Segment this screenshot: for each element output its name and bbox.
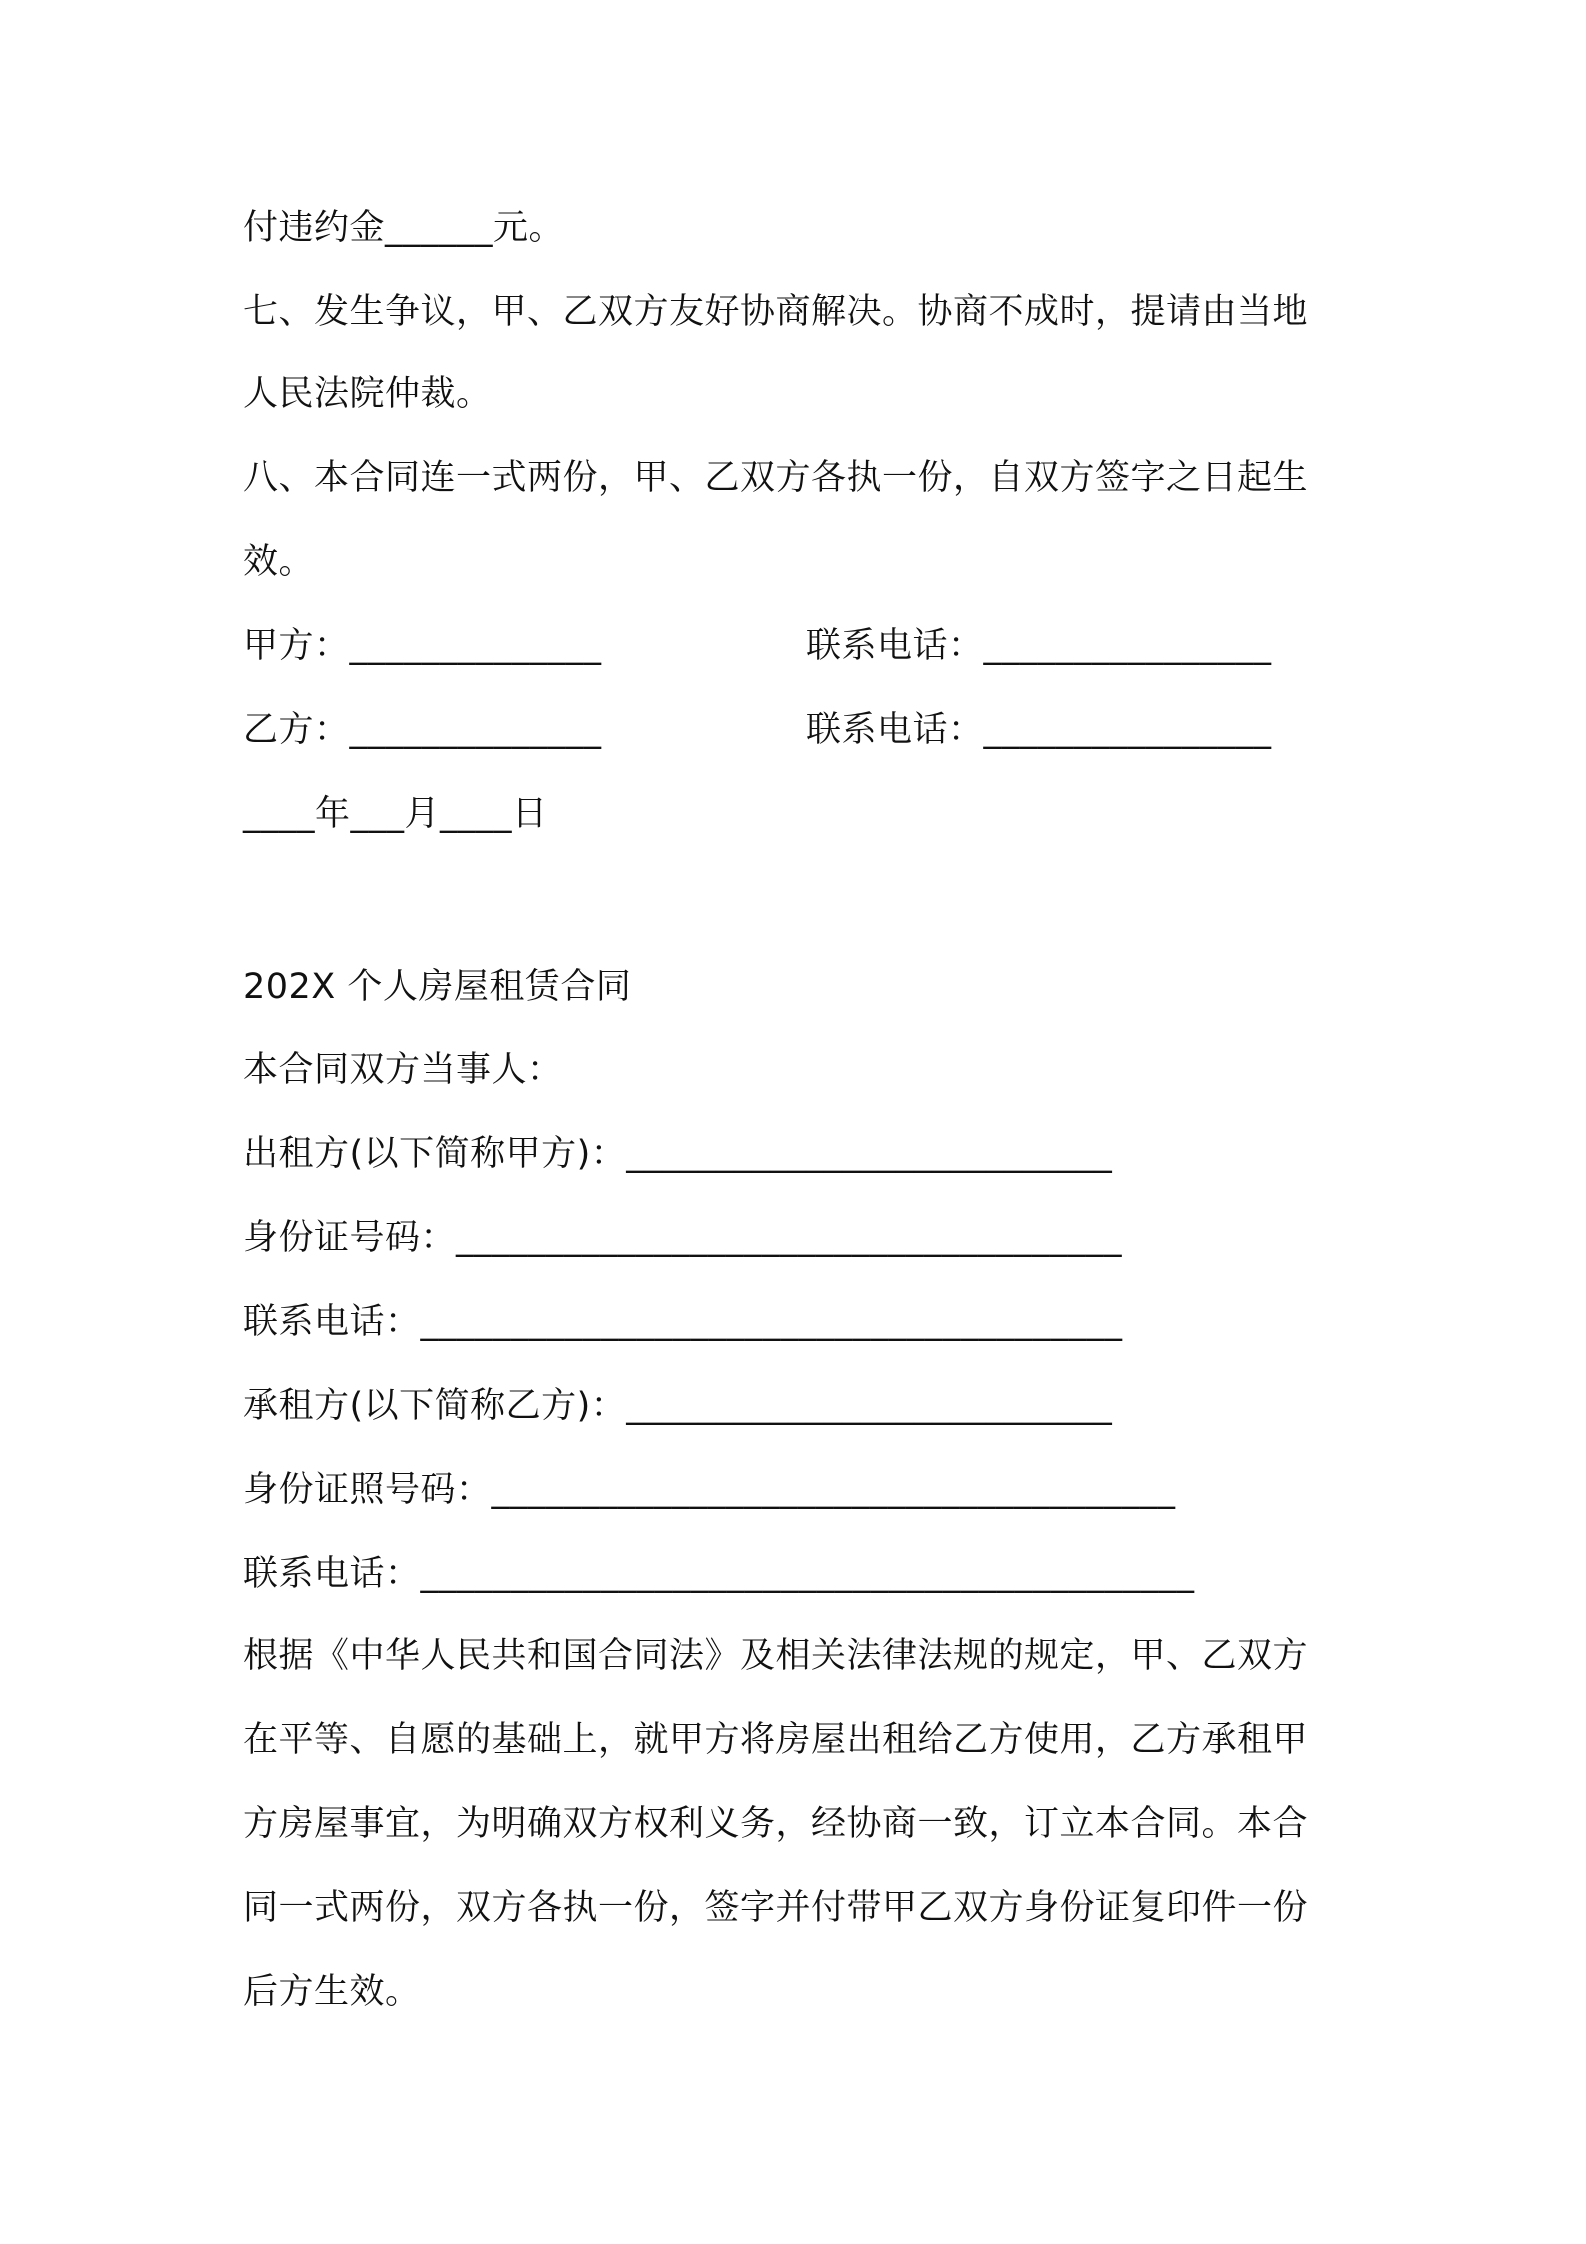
penalty-line: 付违约金______元。 [243,208,565,248]
date-line: ____年___月____日 [243,794,548,834]
body-line-2: 在平等、自愿的基础上，就甲方将房屋出租给乙方使用，乙方承租甲 [243,1720,1309,1760]
party-a-signature: 甲方：______________ [243,626,602,666]
body-line-5: 后方生效。 [243,1972,421,2012]
lessee-field: 承租方(以下简称乙方)：___________________________ [243,1386,1113,1426]
lessor-phone-field: 联系电话：_______________________________________ [243,1302,1123,1342]
lessee-phone-field: 联系电话：___________________________________________ [243,1554,1195,1594]
body-line-3: 方房屋事宜，为明确双方权利义务，经协商一致，订立本合同。本合 [243,1804,1309,1844]
party-b-signature: 乙方：______________ [243,710,602,750]
party-b-phone: 联系电话：________________ [806,710,1272,750]
contract-title: 202X 个人房屋租赁合同 [243,967,632,1007]
lessee-id-field: 身份证照号码：______________________________________ [243,1470,1176,1510]
clause-seven-line-1: 七、发生争议，甲、乙双方友好协商解决。协商不成时，提请由当地 [243,292,1309,332]
parties-heading: 本合同双方当事人： [243,1050,563,1090]
body-line-1: 根据《中华人民共和国合同法》及相关法律法规的规定，甲、乙双方 [243,1636,1309,1676]
clause-seven-line-2: 人民法院仲裁。 [243,374,492,414]
lessor-id-field: 身份证号码：_____________________________________ [243,1218,1123,1258]
lessor-field: 出租方(以下简称甲方)：___________________________ [243,1134,1113,1174]
body-line-4: 同一式两份，双方各执一份，签字并付带甲乙双方身份证复印件一份 [243,1888,1309,1928]
party-a-phone: 联系电话：________________ [806,626,1272,666]
clause-eight-line-2: 效。 [243,542,315,582]
clause-eight-line-1: 八、本合同连一式两份，甲、乙双方各执一份，自双方签字之日起生 [243,458,1309,498]
